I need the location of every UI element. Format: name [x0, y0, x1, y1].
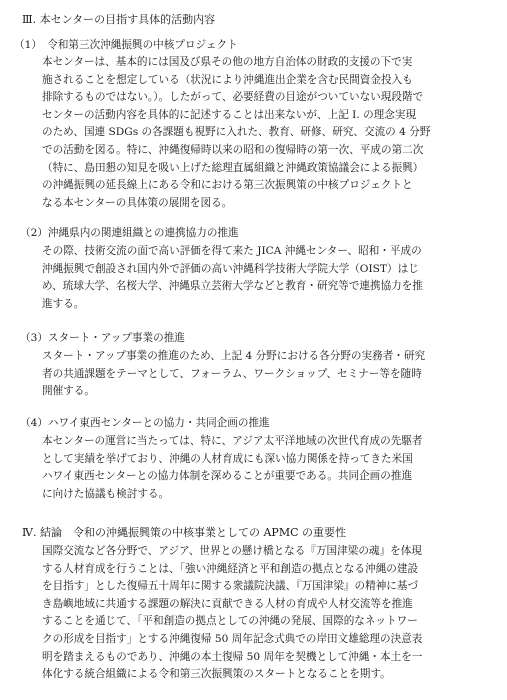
conclusion-paragraph: [42, 543, 490, 684]
paragraph-line: の沖縄振興の延長線上にある令和における第三次振興策の中核プロジェクトと: [42, 179, 413, 192]
paragraph-line: 者の共通課題をテーマとして、フォーラム、ワークショップ、セミナー等を随時: [42, 367, 422, 380]
paragraph-line: （特に、島田懇の知見を吸い上げた総理直属組織と沖縄政策協議会による振興）: [42, 161, 424, 174]
item-2-title: （2）沖縄県内の関連組織との連携協力の推進: [20, 227, 239, 239]
paragraph-line: 明を踏まえるものであり、沖縄の本土復帰 50 周年を契機として沖縄・本土を一: [42, 650, 423, 663]
item-1-title: （1） 令和第三次沖縄振興の中核プロジェクト: [14, 39, 238, 51]
paragraph-line: き島嶼地域に共通する課題の解決に貢献できる人材の育成や人材交流等を推進: [42, 597, 413, 610]
item-2-paragraph: [42, 243, 490, 313]
paragraph-line: センターの活動内容を具体的に記述することは出来ないが、上記 I. の理念実現: [42, 108, 417, 121]
paragraph-line: 開催する。: [42, 385, 95, 398]
item-3-paragraph: [42, 348, 490, 401]
paragraph-line: を目指す」とした復帰五十周年に関する衆議院決議、『万国津梁』の精神に基づ: [42, 580, 419, 593]
paragraph-line: する人材育成を行うことは、「強い沖縄経済と平和創造の拠点となる沖縄の建設: [42, 562, 419, 575]
paragraph-line: 施されることを想定している（状況により沖縄進出企業を含む民間資金投入も: [42, 73, 413, 86]
paragraph-line: 進する。: [42, 297, 85, 310]
paragraph-line: に向けた協議も検討する。: [42, 487, 170, 500]
item-3-title: （3）スタート・アップ事業の推進: [20, 332, 185, 344]
paragraph-line: クの形成を目指す」とする沖縄復帰 50 周年記念式典での岸田文雄総理の決意表: [42, 632, 423, 645]
item-1-paragraph: [42, 54, 490, 212]
item-4-title: （4）ハワイ東西センターとの協力・共同企画の推進: [20, 417, 270, 429]
item-4-paragraph: [42, 433, 490, 503]
paragraph-line: なる本センターの具体策の展開を図る。: [42, 196, 233, 209]
paragraph-line: 本センターの運営に当たっては、特に、アジア太平洋地域の次世代育成の先駆者: [42, 435, 423, 447]
section-3-heading: Ⅲ. 本センターの目指す具体的活動内容: [22, 13, 216, 26]
paragraph-line: として実績を挙げており、沖縄の人材育成にも深い協力関係を持ってきた米国: [42, 452, 413, 465]
paragraph-line: その際、技術交流の面で高い評価を得て来た JICA 沖縄センター、昭和・平成の: [42, 245, 422, 257]
paragraph-line: め、琉球大学、名桜大学、沖縄県立芸術大学などと教育・研究等で連携協力を推: [42, 280, 423, 293]
paragraph-line: 本センターは、基本的には国及び県その他の地方自治体の財政的支援の下で実: [42, 56, 413, 68]
paragraph-line: ハワイ東西センターとの協力体制を深めることが重要である。共同企画の推進: [42, 470, 413, 483]
paragraph-line: 排除するものではない。）。したがって、必要経費の目途がついていない現段階で: [42, 91, 424, 104]
section-4-heading: Ⅳ. 結論 令和の沖縄振興策の中核事業としての APMC の重要性: [22, 526, 346, 539]
paragraph-line: のため、国連 SDGs の各課題も視野に入れた、教育、研修、研究、交流の 4 分野: [42, 126, 431, 139]
paragraph-line: 沖縄振興で創設され国内外で評価の高い沖縄科学技術大学院大学（OIST）はじ: [42, 262, 419, 275]
paragraph-line: することを通じて、「平和創造の拠点としての沖縄の発展、国際的なネットワー: [42, 615, 418, 628]
paragraph-line: 国際交流など各分野で、アジア、世界との懸け橋となる『万国津梁の魂』を体現: [42, 545, 422, 557]
paragraph-line: での活動を図る。特に、沖縄復帰時以来の昭和の復帰時の第一次、平成の第二次: [42, 143, 424, 156]
paragraph-line: 体化する統合組織による令和第三次振興策のスタートとなることを期す。: [42, 668, 391, 681]
paragraph-line: スタート・アップ事業の推進のため、上記 4 分野における各分野の実務者・研究: [42, 350, 426, 362]
